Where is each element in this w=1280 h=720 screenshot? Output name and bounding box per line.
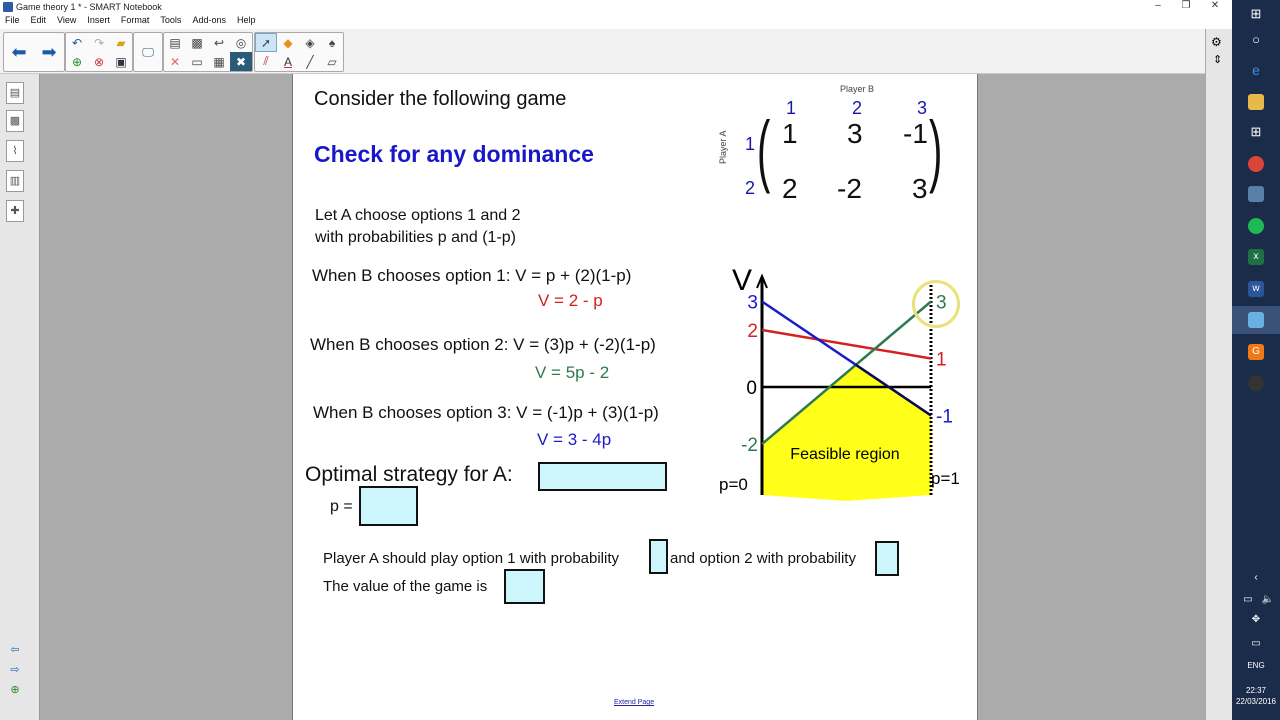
arrow-left-icon[interactable]: ⇦	[10, 644, 20, 656]
fill-icon[interactable]: ♠	[328, 35, 336, 50]
intro-text: Let A choose options 1 and 2	[315, 207, 521, 224]
smart-notebook-icon	[3, 2, 13, 12]
display-screen-icon[interactable]: 🖵	[142, 44, 154, 59]
col-label: 2	[852, 98, 863, 118]
menu-insert[interactable]: Insert	[87, 15, 110, 25]
dropbox-icon[interactable]: ✥	[1251, 614, 1261, 625]
label-option1-p1: 1	[936, 349, 947, 371]
menu-tools[interactable]: Tools	[160, 15, 182, 25]
restore-button[interactable]: ❐	[1181, 0, 1191, 11]
clock-time[interactable]: 22:37	[1245, 686, 1267, 695]
player-b-label: Player B	[840, 84, 875, 94]
delete-icon[interactable]: ✕	[169, 54, 181, 69]
left-bracket: (	[757, 105, 771, 194]
sentence-part: and option 2 with probability	[670, 550, 856, 567]
save-icon[interactable]: ▣	[115, 54, 127, 69]
label-option3-p0: 3	[747, 292, 758, 314]
show-hidden-icons[interactable]: ‹	[1254, 572, 1258, 583]
back-icon[interactable]: ⬅	[11, 41, 27, 62]
label-option2-p1: 3	[936, 292, 947, 314]
volume-icon[interactable]: 🔈	[1261, 594, 1275, 605]
table-icon[interactable]: ▦	[213, 54, 225, 69]
menu-addons[interactable]: Add-ons	[192, 15, 226, 25]
gmail-app-icon[interactable]: G	[1248, 344, 1264, 360]
matrix-cell: -2	[837, 173, 862, 204]
p1-label: p=1	[931, 469, 960, 488]
case3-result: V = 3 - 4p	[537, 430, 612, 449]
matrix-cell: 3	[912, 173, 928, 204]
game-value-box[interactable]	[504, 569, 545, 604]
p-answer-box[interactable]	[359, 486, 418, 526]
menu-file[interactable]: File	[5, 15, 20, 25]
extend-page-link[interactable]: Extend Page	[614, 699, 655, 706]
forward-icon[interactable]: ➡	[41, 41, 57, 62]
optimal-strategy-label: Optimal strategy for A:	[305, 463, 513, 486]
matrix-cell: -1	[903, 118, 928, 149]
matrix-cell: 3	[847, 118, 863, 149]
close-button[interactable]: ✕	[1210, 0, 1220, 11]
window-title: Game theory 1 * - SMART Notebook	[16, 2, 162, 12]
eraser-tool-icon[interactable]: ◈	[305, 35, 315, 50]
add-page-icon[interactable]: ⊕	[71, 54, 83, 69]
spotify-icon[interactable]	[1248, 218, 1264, 234]
properties-tab[interactable]: ▥	[6, 170, 24, 192]
sentence-part: The value of the game is	[323, 578, 488, 595]
case2-equation: When B chooses option 2: V = (3)p + (-2)(1-p)	[310, 335, 656, 354]
store-icon[interactable]: ⊞	[1250, 124, 1262, 139]
matrix-cell: 1	[782, 118, 798, 149]
cortana-icon[interactable]: ○	[1252, 32, 1260, 47]
magic-icon[interactable]: ✖	[230, 52, 252, 71]
p0-label: p=0	[719, 475, 748, 494]
slide-heading: Consider the following game	[314, 88, 567, 110]
line-icon[interactable]: ╱	[306, 54, 314, 69]
app-icon[interactable]	[1248, 375, 1264, 391]
arrow-right-icon[interactable]: ⇨	[10, 664, 20, 676]
p-label: p =	[330, 498, 353, 515]
file-explorer-icon[interactable]	[1248, 94, 1264, 110]
title-bar	[0, 0, 1232, 15]
redo-icon[interactable]: ↷	[93, 35, 105, 50]
case2-result: V = 5p - 2	[535, 363, 610, 382]
menu-bar	[0, 15, 1232, 29]
word-icon[interactable]: w	[1248, 281, 1264, 297]
zero-label: 0	[746, 378, 757, 399]
menu-help[interactable]: Help	[236, 15, 256, 25]
label-option1-p0: 2	[747, 321, 758, 342]
smart-notebook-taskbar-icon[interactable]	[1248, 312, 1264, 328]
screen-shade-icon[interactable]: ↩	[213, 35, 225, 50]
right-toolbar	[1205, 29, 1232, 720]
edge-icon[interactable]: e	[1252, 62, 1260, 78]
undo-icon[interactable]: ↶	[71, 35, 83, 50]
open-icon[interactable]: ▰	[116, 35, 126, 50]
col-label: 3	[917, 98, 928, 118]
col-label: 1	[786, 98, 797, 118]
case3-equation: When B chooses option 3: V = (-1)p + (3)(1-p)	[313, 403, 659, 422]
language-indicator[interactable]: ENG	[1247, 661, 1265, 670]
label-option2-p0: -2	[741, 435, 758, 456]
label-option3-p1: -1	[936, 406, 953, 428]
windows-taskbar	[1232, 0, 1280, 720]
add-icon[interactable]: ⊕	[10, 684, 20, 696]
network-icon[interactable]: ▭	[1243, 594, 1253, 605]
delete-page-icon[interactable]: ⊗	[93, 54, 105, 69]
pens-icon[interactable]: ⫽	[263, 54, 269, 68]
screen-shade-icon[interactable]: ▭	[191, 54, 203, 69]
settings-icon[interactable]: ⚙	[1211, 35, 1222, 49]
chrome-icon[interactable]	[1248, 156, 1264, 172]
case1-result: V = 2 - p	[538, 291, 603, 310]
sentence-part: Player A should play option 1 with probability	[323, 550, 620, 567]
select-icon[interactable]: ➚	[255, 33, 277, 52]
matrix-cell: 2	[782, 173, 798, 204]
menu-format[interactable]: Format	[120, 15, 150, 25]
attachments-tab[interactable]: ⌇	[6, 140, 24, 162]
text-icon[interactable]: A	[283, 54, 292, 69]
menu-view[interactable]: View	[57, 15, 77, 25]
windows-start-icon[interactable]: ⊞	[1250, 6, 1262, 21]
v-axis-label: V	[732, 264, 753, 297]
prob-option2-box[interactable]	[875, 541, 899, 576]
screen-capture-icon[interactable]: ◎	[235, 35, 247, 50]
addons-tab[interactable]: ✚	[6, 200, 24, 222]
shapes-icon[interactable]: ◆	[283, 35, 293, 50]
move-toolbar-icon[interactable]: ⇕	[1213, 54, 1223, 66]
excel-icon[interactable]: x	[1248, 249, 1264, 265]
toolbar	[0, 29, 1232, 74]
optimal-strategy-answer-box[interactable]	[538, 462, 667, 491]
slide-subheading: Check for any dominance	[314, 141, 594, 167]
intro-text: with probabilities p and (1-p)	[315, 229, 516, 246]
pointer-highlight	[912, 280, 960, 328]
prob-option1-box[interactable]	[649, 539, 668, 574]
menu-edit[interactable]: Edit	[30, 15, 47, 25]
feasible-region	[762, 365, 931, 501]
eraser-icon[interactable]: ▱	[327, 54, 337, 69]
minimize-button[interactable]: –	[1155, 0, 1161, 11]
row-label: 2	[745, 178, 756, 198]
player-a-label: Player A	[718, 130, 728, 164]
row-label: 1	[745, 134, 756, 154]
remote-desktop-icon[interactable]	[1248, 186, 1264, 202]
right-bracket: )	[929, 105, 943, 194]
page-sorter-tab[interactable]: ▤	[6, 82, 24, 104]
gallery-tab[interactable]: ▩	[6, 110, 24, 132]
line-option1	[762, 330, 931, 359]
paste-icon[interactable]: ▤	[169, 35, 181, 50]
side-tabs	[0, 74, 40, 720]
capture-icon[interactable]: ▩	[191, 35, 203, 50]
case1-equation: When B chooses option 1: V = p + (2)(1-p)	[312, 266, 632, 285]
notifications-icon[interactable]: ▭	[1251, 638, 1261, 649]
feasible-region-label: Feasible region	[790, 446, 900, 463]
clock-date[interactable]: 22/03/2016	[1235, 697, 1277, 706]
